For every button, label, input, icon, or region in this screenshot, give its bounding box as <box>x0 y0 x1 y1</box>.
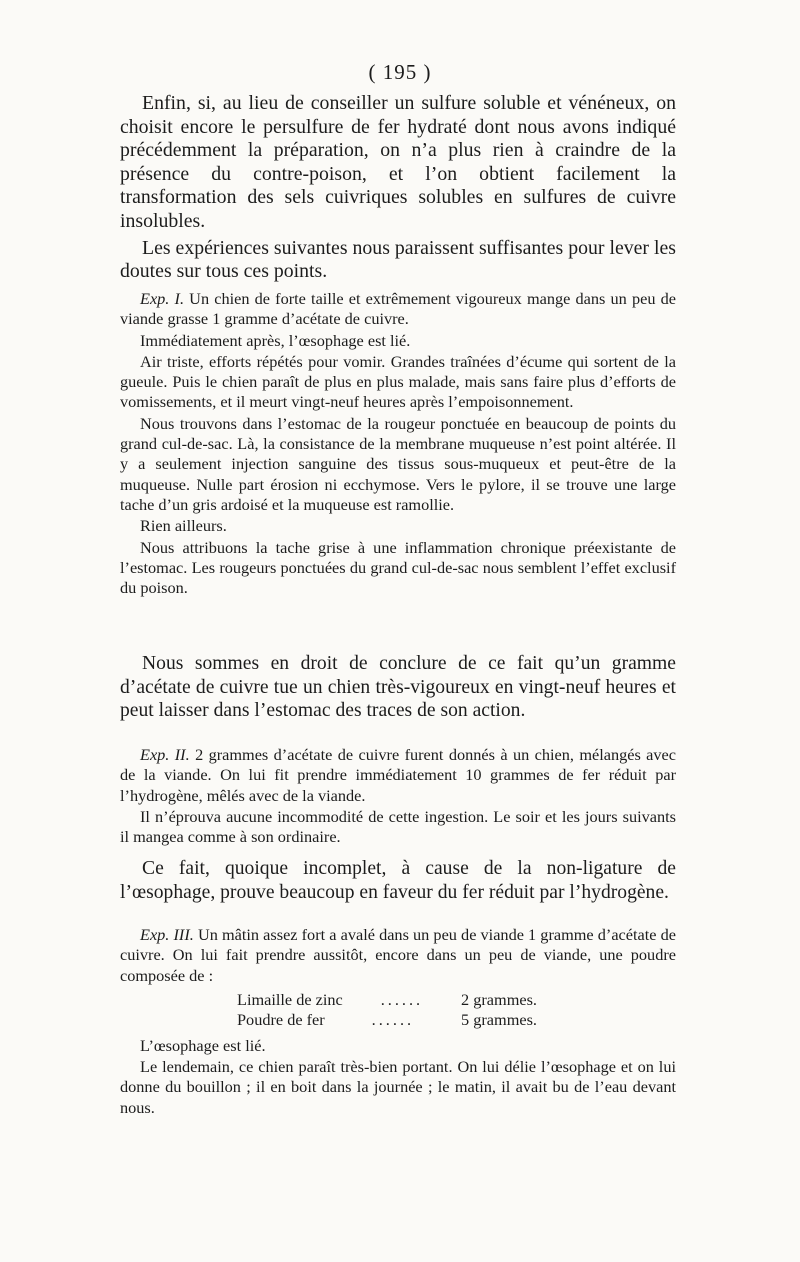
intro-paragraph: Les expériences suivantes nous paraissent suffisantes pour lever les doutes sur tous ces points. <box>120 236 676 283</box>
experiment-paragraph: Rien ailleurs. <box>140 516 227 536</box>
experiment-text: Un chien de forte taille et extrêmement vigoureux mange dans un peu de viande grasse 1 gramme d’acétate de cuivre. <box>120 289 676 329</box>
experiment-label: Exp. III. <box>140 925 194 944</box>
conclusion-2 <box>120 857 676 904</box>
experiment-paragraph <box>120 925 676 986</box>
experiment-3 <box>120 925 676 1118</box>
dot-leader: ...... <box>371 1009 415 1029</box>
mixture-row <box>237 1010 537 1030</box>
mixture-name: Limaille de zinc <box>237 989 343 1009</box>
experiment-paragraph: Nous attribuons la tache grise à une inflammation chronique préexistante de l’estomac. Les rougeurs ponctuées du grand cul-de-sac nous semblent l’effet exclusif du poison. <box>120 537 676 598</box>
dot-leader: ...... <box>380 989 424 1009</box>
experiment-paragraph: Immédiatement après, l’œsophage est lié. <box>140 330 411 350</box>
experiment-paragraph: L’œsophage est lié. <box>140 1035 266 1055</box>
experiment-paragraph: Nous trouvons dans l’estomac de la rougeur ponctuée en beaucoup de points du grand cul-de-sac. Là, la consistance de la membrane muqueuse n’est point altérée. Il y a seulement injection sanguine des tissus sous-muqueux et peut-être de la muqueuse. Nulle part érosion ni ecchymose. Vers le pylore, il se trouve une large tache d’un gris ardoisé et la muqueuse est ramollie. <box>120 413 676 514</box>
experiment-text: Un mâtin assez fort a avalé dans un peu de viande 1 gramme d’acétate de cuivre. On lui fait prendre aussitôt, encore dans un peu de viande, une poudre composée de : <box>120 925 676 985</box>
conclusion-paragraph: Nous sommes en droit de conclure de ce fait qu’un gramme d’acétate de cuivre tue un chien très-vigoureux en vingt-neuf heures et peut laisser dans l’estomac des traces de son action. <box>120 653 676 722</box>
experiment-1 <box>120 289 676 598</box>
mixture-quantity: 5 grammes. <box>461 1009 537 1029</box>
experiment-label: Exp. II. <box>140 745 190 764</box>
experiment-paragraph <box>120 289 676 330</box>
conclusion-paragraph: Ce fait, quoique incomplet, à cause de la non-ligature de l’œsophage, prouve beaucoup en faveur du fer réduit par l’hydrogène. <box>120 858 676 903</box>
mixture-row <box>237 990 537 1010</box>
experiment-paragraph: Il n’éprouva aucune incommodité de cette ingestion. Le soir et les jours suivants il mangea comme à son ordinaire. <box>120 806 676 847</box>
mixture-name: Poudre de fer <box>237 1009 325 1029</box>
intro-section <box>120 92 676 284</box>
experiment-2 <box>120 745 676 847</box>
experiment-label: Exp. I. <box>140 289 185 308</box>
experiment-paragraph: Le lendemain, ce chien paraît très-bien portant. On lui délie l’œsophage et on lui donne du bouillon ; il en boit dans la journée ; le matin, il avait bu de l’eau devant nous. <box>120 1057 676 1117</box>
page-number: ( 195 ) <box>368 60 432 84</box>
experiment-paragraph: Air triste, efforts répétés pour vomir. Grandes traînées d’écume qui sortent de la gueule. Puis le chien paraît de plus en plus malade, mais sans faire plus d’efforts de vomissements, et il meurt vingt-neuf heures après l’empoisonnement. <box>120 351 676 412</box>
conclusion-1 <box>120 652 676 723</box>
mixture-quantity: 2 grammes. <box>461 989 537 1009</box>
mixture-list <box>237 990 676 1030</box>
experiment-paragraph <box>120 745 676 806</box>
experiment-text: 2 grammes d’acétate de cuivre furent donnés à un chien, mélangés avec de la viande. On lui fit prendre immédiatement 10 grammes de fer réduit par l’hydrogène, mêlés avec de la viande. <box>120 745 676 805</box>
intro-paragraph: Enfin, si, au lieu de conseiller un sulfure soluble et vénéneux, on choisit encore le persulfure de fer hydraté dont nous avons indiqué précédemment la préparation, on n’a plus rien à craindre de la présence du contre-poison, et l’on obtient facilement la transformation des sels cuivriques solubles en sulfures de cuivre insolubles. <box>120 92 676 232</box>
